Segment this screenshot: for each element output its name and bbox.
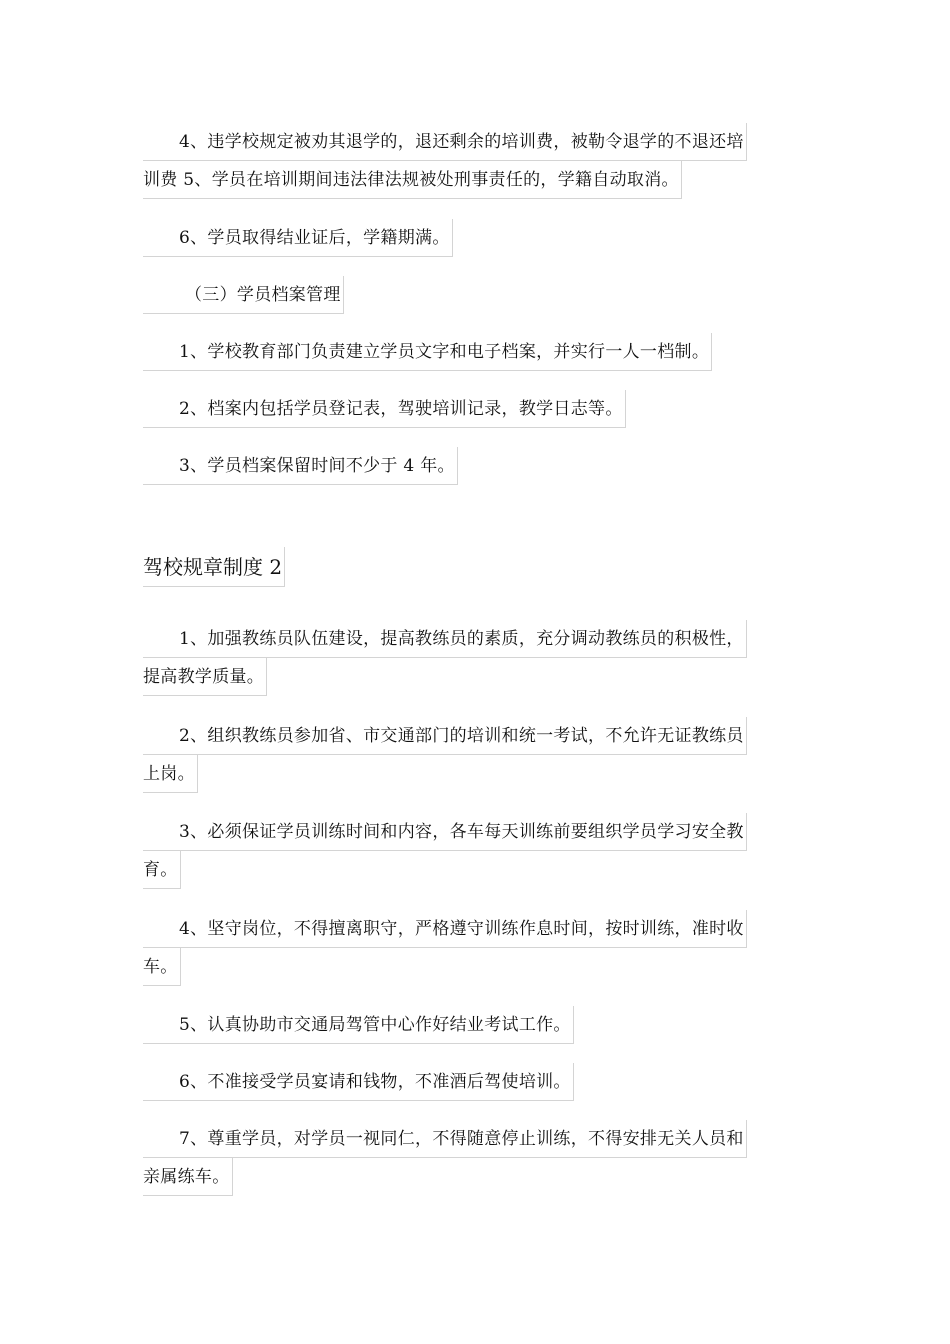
paragraph-line: 提高教学质量。 [143, 658, 267, 696]
paragraph-line: 2、档案内包括学员登记表，驾驶培训记录，教学日志等。 [143, 390, 626, 428]
paragraph-line: 1、加强教练员队伍建设，提高教练员的素质，充分调动教练员的积极性， [143, 620, 747, 658]
paragraph-withdrawal-rule [143, 123, 747, 199]
rule-item [143, 1063, 574, 1101]
paragraph-records-1 [143, 333, 712, 371]
rule-item [143, 813, 747, 889]
section-title [143, 547, 285, 587]
paragraph-line: 亲属练车。 [143, 1158, 233, 1196]
paragraph-line: 上岗。 [143, 755, 198, 793]
rule-item [143, 717, 747, 793]
paragraph-line: 训费 5、学员在培训期间违法律法规被处刑事责任的，学籍自动取消。 [143, 161, 682, 199]
section-title-text: 驾校规章制度 2 [143, 547, 285, 587]
paragraph-line: 车。 [143, 948, 181, 986]
rule-item [143, 620, 747, 696]
paragraph-records-2 [143, 390, 626, 428]
paragraph-line: 4、坚守岗位，不得擅离职守，严格遵守训练作息时间，按时训练，准时收 [143, 910, 747, 948]
paragraph-line: 育。 [143, 851, 181, 889]
subheading-text: （三）学员档案管理 [143, 276, 344, 314]
paragraph-line: 4、违学校规定被劝其退学的，退还剩余的培训费，被勒令退学的不退还培 [143, 123, 747, 161]
subheading-student-records [143, 276, 344, 314]
paragraph-line: 1、学校教育部门负责建立学员文字和电子档案，并实行一人一档制。 [143, 333, 712, 371]
rule-item [143, 1006, 574, 1044]
paragraph-line: 7、尊重学员，对学员一视同仁，不得随意停止训练，不得安排无关人员和 [143, 1120, 747, 1158]
paragraph-line: 6、学员取得结业证后，学籍期满。 [143, 219, 453, 257]
paragraph-line: 3、学员档案保留时间不少于 4 年。 [143, 447, 458, 485]
paragraph-line: 6、不准接受学员宴请和钱物，不准酒后驾使培训。 [143, 1063, 574, 1101]
paragraph-line: 5、认真协助市交通局驾管中心作好结业考试工作。 [143, 1006, 574, 1044]
paragraph-graduation-rule [143, 219, 453, 257]
paragraph-line: 2、组织教练员参加省、市交通部门的培训和统一考试，不允许无证教练员 [143, 717, 747, 755]
rule-item [143, 1120, 747, 1196]
paragraph-records-3 [143, 447, 458, 485]
rule-item [143, 910, 747, 986]
paragraph-line: 3、必须保证学员训练时间和内容，各车每天训练前要组织学员学习安全教 [143, 813, 747, 851]
